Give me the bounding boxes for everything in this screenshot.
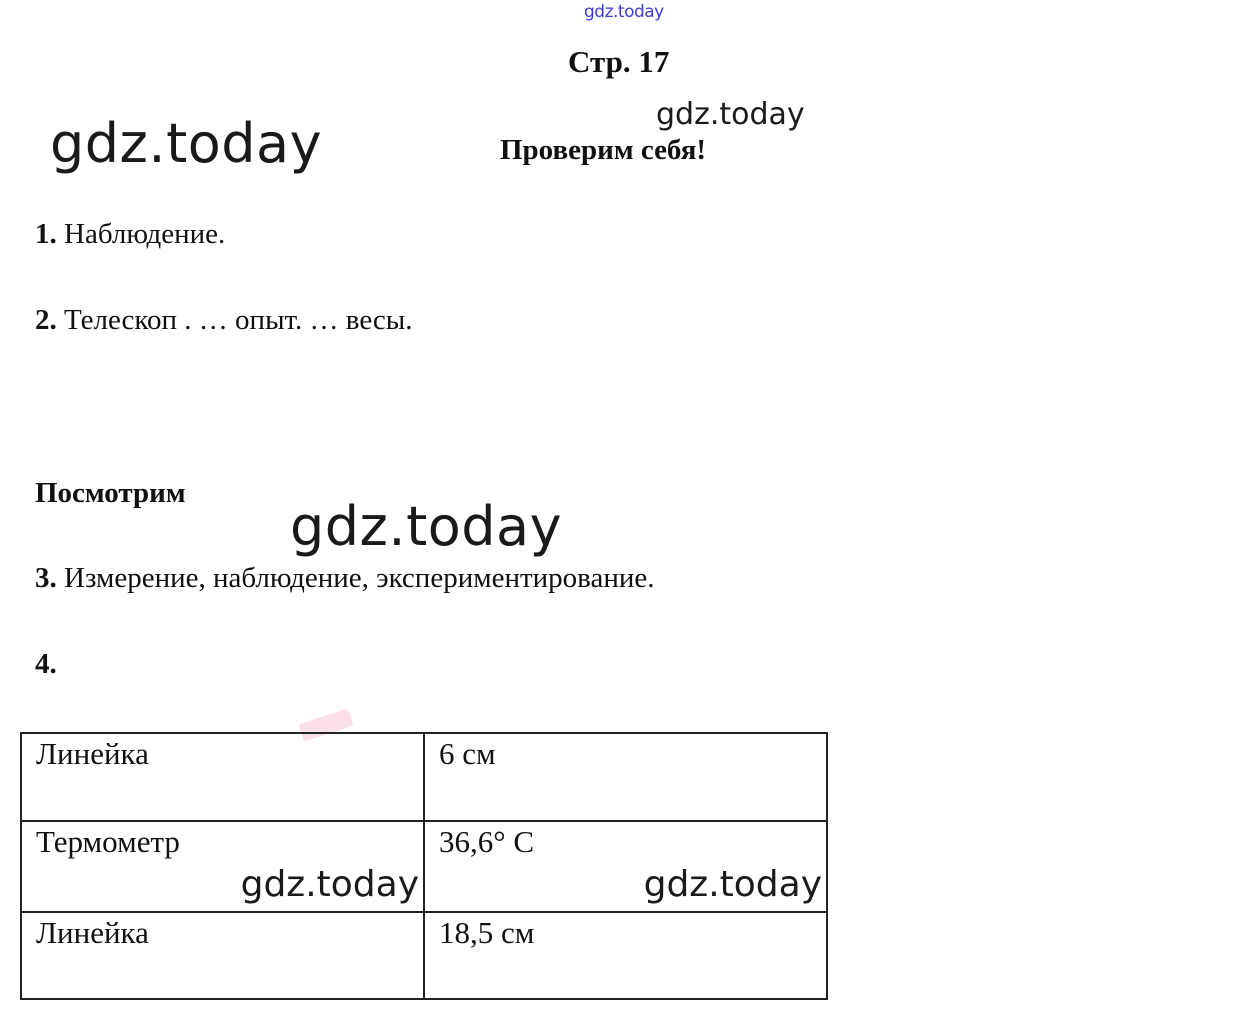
tool-name: Линейка [36, 915, 149, 950]
value-cell [424, 733, 827, 821]
answer-item-2 [35, 304, 413, 337]
tool-name: Линейка [36, 736, 149, 771]
section-heading-check: Проверим себя! [500, 134, 707, 166]
item-number: 2. [35, 304, 57, 336]
item-text: Телескоп . … опыт. … весы. [64, 304, 413, 336]
table-row [21, 912, 827, 999]
section-heading-look: Посмотрим [35, 477, 186, 509]
tool-cell [21, 733, 424, 821]
watermark-cell: gdz.today [240, 864, 419, 905]
answer-item-1 [35, 218, 225, 251]
watermark-small: gdz.today [656, 97, 805, 132]
table-row [21, 821, 827, 912]
watermark-cell: gdz.today [643, 864, 822, 905]
tool-cell [21, 912, 424, 999]
page-title: Стр. 17 [568, 44, 670, 79]
tool-cell [21, 821, 424, 912]
measured-value: 36,6° С [439, 824, 535, 859]
watermark-large: gdz.today [50, 112, 323, 175]
measured-value: 6 см [439, 736, 496, 771]
item-number: 3. [35, 562, 57, 594]
item-text: Измерение, наблюдение, экспериментирование. [64, 562, 655, 594]
value-cell [424, 912, 827, 999]
item-number: 1. [35, 218, 57, 250]
value-cell [424, 821, 827, 912]
tool-name: Термометр [36, 824, 180, 859]
watermark-top: gdz.today [584, 2, 664, 22]
answer-item-4 [35, 648, 57, 681]
measured-value: 18,5 см [439, 915, 535, 950]
measurement-table [20, 732, 828, 1000]
item-number: 4. [35, 648, 57, 680]
answer-item-3 [35, 562, 655, 595]
item-text: Наблюдение. [64, 218, 226, 250]
watermark-large: gdz.today [290, 495, 563, 558]
table-row [21, 733, 827, 821]
